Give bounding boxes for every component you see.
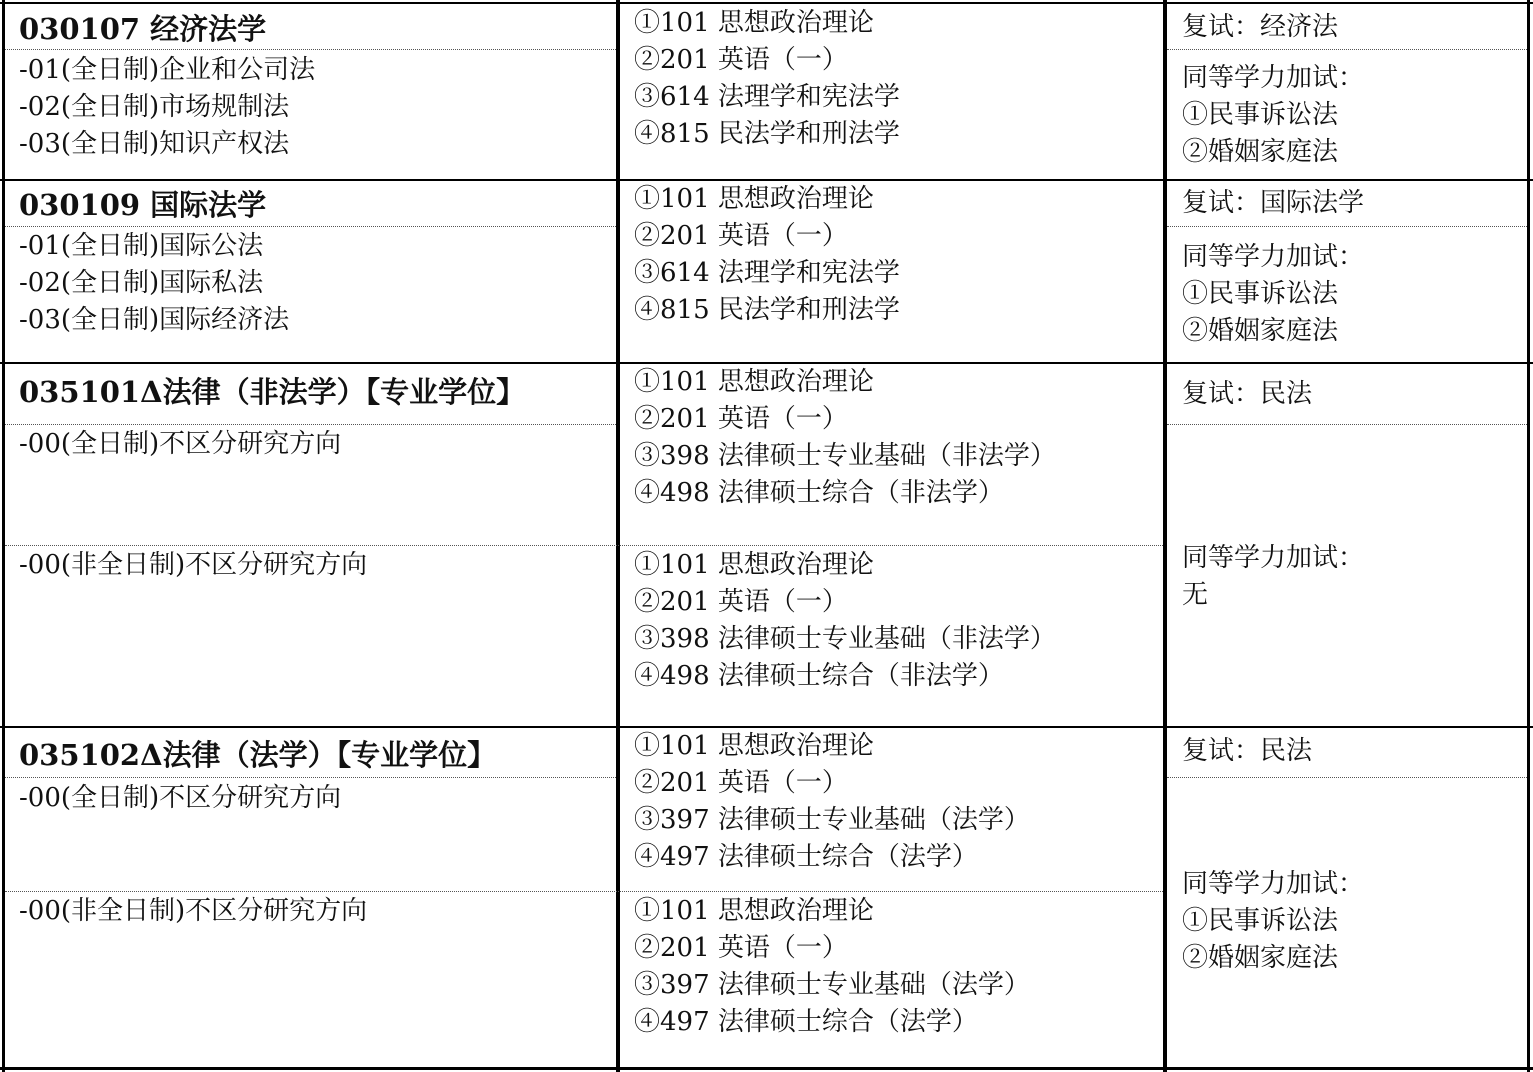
program-title: 035101Δ法律（非法学）【专业学位】	[19, 375, 526, 409]
retest-subject: 复试：国际法学	[1182, 188, 1365, 218]
exam-subject: ②201 英语（一）	[634, 587, 848, 617]
exam-subject: ③398 法律硕士专业基础（非法学）	[634, 441, 1056, 471]
exam-subject: ③398 法律硕士专业基础（非法学）	[634, 624, 1056, 654]
exam-subjects	[634, 181, 900, 329]
exam-subject: ①101 思想政治理论	[634, 367, 874, 397]
extra-exam-item: ①民事诉讼法	[1182, 100, 1339, 130]
exam-subjects	[634, 893, 1030, 1041]
exam-subject: ②201 英语（一）	[634, 404, 848, 434]
extra-exam	[1182, 866, 1364, 977]
direction-item: -02(全日制)国际私法	[19, 268, 264, 298]
table-border-left	[2, 0, 5, 1072]
direction-item: -00(非全日制)不区分研究方向	[19, 896, 368, 926]
exam-subject: ③614 法理学和宪法学	[634, 82, 900, 112]
direction-item: -00(全日制)不区分研究方向	[19, 783, 342, 813]
title-divider	[5, 777, 616, 778]
direction-item: -00(非全日制)不区分研究方向	[19, 550, 368, 580]
direction-item: -01(全日制)国际公法	[19, 231, 264, 261]
exam-subject: ④498 法律硕士综合（非法学）	[634, 661, 1004, 691]
exam-subject: ②201 英语（一）	[634, 933, 848, 963]
exam-subject: ④815 民法学和刑法学	[634, 295, 900, 325]
exam-subjects	[634, 547, 1056, 695]
extra-exam-item: ②婚姻家庭法	[1182, 943, 1339, 973]
extra-exam-item: ②婚姻家庭法	[1182, 137, 1339, 167]
extra-exam-heading: 同等学力加试：	[1182, 543, 1365, 573]
direction-item: -02(全日制)市场规制法	[19, 92, 290, 122]
table-border-right	[1527, 0, 1530, 1072]
exam-subject: ④497 法律硕士综合（法学）	[634, 1007, 978, 1037]
title-divider	[5, 49, 616, 50]
extra-exam-item: ②婚姻家庭法	[1182, 316, 1339, 346]
exam-subjects	[634, 728, 1030, 876]
extra-exam-heading: 同等学力加试：	[1182, 63, 1365, 93]
exam-subject: ③614 法理学和宪法学	[634, 258, 900, 288]
retest-subject: 复试：经济法	[1182, 12, 1339, 42]
direction-item: -01(全日制)企业和公司法	[19, 55, 316, 85]
table-border-bottom	[0, 1067, 1533, 1070]
retest-subject: 复试：民法	[1182, 379, 1313, 409]
direction-item: -03(全日制)国际经济法	[19, 305, 290, 335]
extra-exam	[1182, 540, 1364, 614]
retest-divider	[1167, 424, 1527, 425]
direction-item: -03(全日制)知识产权法	[19, 129, 290, 159]
exam-subject: ②201 英语（一）	[634, 45, 848, 75]
exam-subjects	[634, 364, 1056, 512]
title-divider	[5, 226, 616, 227]
retest-subject: 复试：民法	[1182, 736, 1313, 766]
retest-divider	[1167, 226, 1527, 227]
column-divider-1	[616, 0, 620, 1072]
table-border-top	[0, 2, 1533, 4]
program-title: 035102Δ法律（法学）【专业学位】	[19, 738, 497, 772]
extra-exam-item: ①民事诉讼法	[1182, 279, 1339, 309]
exam-subject: ①101 思想政治理论	[634, 184, 874, 214]
exam-subject: ①101 思想政治理论	[634, 896, 874, 926]
column-divider-2	[1163, 0, 1167, 1072]
extra-exam	[1182, 60, 1364, 171]
program-title: 030107 经济法学	[19, 12, 267, 46]
exam-subject: ②201 英语（一）	[634, 221, 848, 251]
exam-subject: ④497 法律硕士综合（法学）	[634, 842, 978, 872]
extra-exam-heading: 同等学力加试：	[1182, 242, 1365, 272]
extra-exam-item: 无	[1182, 580, 1209, 610]
direction-list	[19, 52, 315, 163]
exam-subjects	[634, 5, 900, 153]
retest-divider	[1167, 49, 1527, 50]
program-title: 030109 国际法学	[19, 188, 267, 222]
exam-subject: ①101 思想政治理论	[634, 8, 874, 38]
direction-item: -00(全日制)不区分研究方向	[19, 429, 342, 459]
title-divider	[5, 424, 616, 425]
mode-divider	[5, 545, 1163, 546]
exam-subject: ③397 法律硕士专业基础（法学）	[634, 970, 1030, 1000]
exam-subject: ④815 民法学和刑法学	[634, 119, 900, 149]
direction-list	[19, 228, 289, 339]
extra-exam-heading: 同等学力加试：	[1182, 869, 1365, 899]
exam-subject: ③397 法律硕士专业基础（法学）	[634, 805, 1030, 835]
exam-subject: ④498 法律硕士综合（非法学）	[634, 478, 1004, 508]
extra-exam	[1182, 239, 1364, 350]
exam-subject: ①101 思想政治理论	[634, 731, 874, 761]
mode-divider	[5, 891, 1163, 892]
extra-exam-item: ①民事诉讼法	[1182, 906, 1339, 936]
exam-subject: ②201 英语（一）	[634, 768, 848, 798]
retest-divider	[1167, 777, 1527, 778]
exam-subject: ①101 思想政治理论	[634, 550, 874, 580]
